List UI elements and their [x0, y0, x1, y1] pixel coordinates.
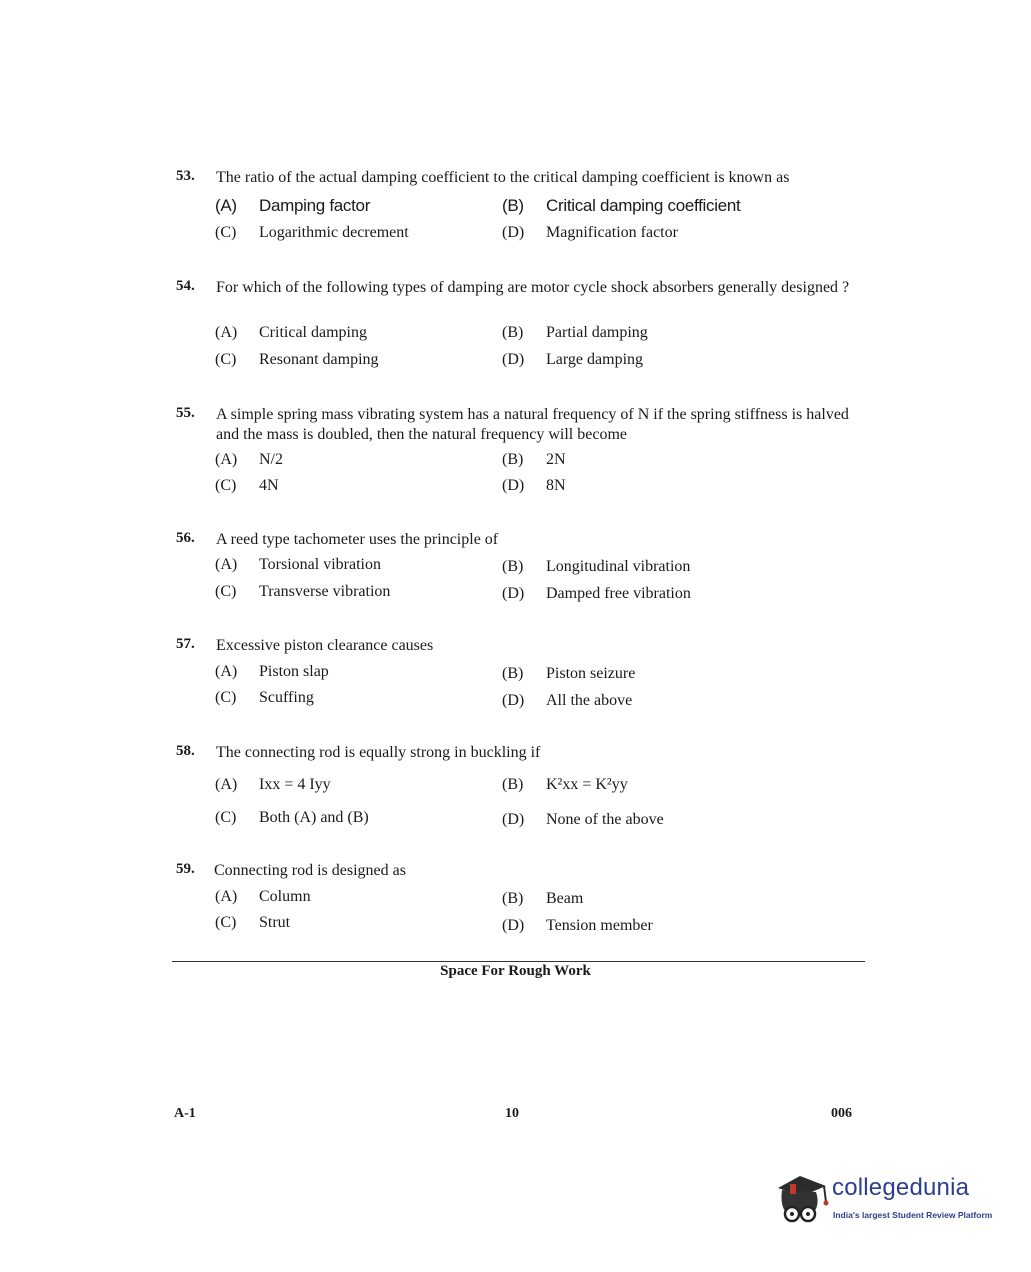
- mascot-icon: [770, 1168, 830, 1228]
- footer-right: 006: [831, 1106, 852, 1121]
- question-number: 59.: [176, 861, 195, 877]
- question-number: 53.: [176, 168, 195, 184]
- option-d: (D) None of the above: [502, 811, 664, 828]
- formula-a: Ixx = 4 Iyy: [259, 776, 331, 793]
- option-c: (C) 4N: [215, 477, 279, 494]
- question-number: 55.: [176, 405, 195, 421]
- rough-work-heading: Space For Rough Work: [440, 963, 591, 979]
- page-number: 10: [505, 1106, 519, 1121]
- brand-tagline: India's largest Student Review Platform: [833, 1210, 993, 1220]
- question-text: For which of the following types of damping are motor cycle shock absorbers generally designed ?: [216, 279, 850, 296]
- question-text: The connecting rod is equally strong in buckling if: [216, 744, 541, 761]
- option-a: (A) Critical damping: [215, 324, 367, 341]
- question-text: Connecting rod is designed as: [214, 862, 406, 879]
- option-a: (A) Piston slap: [215, 663, 329, 680]
- option-c: (C) Both (A) and (B): [215, 809, 369, 826]
- option-a: (A) Column: [215, 888, 311, 905]
- option-c: (C) Strut: [215, 914, 291, 931]
- option-b: (B) Longitudinal vibration: [502, 558, 691, 575]
- option-b: (B) Partial damping: [502, 324, 648, 341]
- option-b: (B) Piston seizure: [502, 665, 636, 682]
- option-d: (D) Damped free vibration: [502, 585, 691, 602]
- option-b: (B) K²xx = K²yy: [502, 776, 628, 793]
- collegedunia-logo: [770, 1168, 1010, 1234]
- option-b: (B) 2N: [502, 451, 566, 468]
- option-d: (D) Tension member: [502, 917, 653, 934]
- question-text: A simple spring mass vibrating system has a natural frequency of N if the spring stiffness is halved and the mass is doubled, then the natural frequency will become: [216, 406, 849, 443]
- option-a: (A) Ixx = 4 Iyy: [215, 776, 331, 793]
- brand-name: collegedunia: [832, 1174, 970, 1201]
- option-b: (B) Critical damping coefficient: [502, 196, 741, 215]
- question-number: 57.: [176, 636, 195, 652]
- option-a: (A) Torsional vibration: [215, 556, 381, 573]
- option-b: (B) Beam: [502, 890, 584, 907]
- option-c: (C) Scuffing: [215, 689, 314, 706]
- option-d: (D) All the above: [502, 692, 633, 709]
- question-number: 58.: [176, 743, 195, 759]
- question-number: 54.: [176, 278, 195, 294]
- question-text: The ratio of the actual damping coefficient to the critical damping coefficient is known as: [216, 169, 790, 186]
- option-d: (D) 8N: [502, 477, 566, 494]
- option-a: (A) Damping factor: [215, 196, 371, 215]
- question-text: Excessive piston clearance causes: [216, 637, 434, 654]
- divider-rule: [172, 961, 865, 962]
- formula-b: K²xx = K²yy: [546, 776, 628, 793]
- option-c: (C) Logarithmic decrement: [215, 224, 409, 241]
- question-text: A reed type tachometer uses the principle of: [216, 531, 499, 548]
- option-d: (D) Magnification factor: [502, 224, 678, 241]
- question-number: 56.: [176, 530, 195, 546]
- footer-left: A-1: [174, 1106, 196, 1121]
- option-c: (C) Transverse vibration: [215, 583, 391, 600]
- option-d: (D) Large damping: [502, 351, 644, 368]
- option-a: (A) N/2: [215, 451, 283, 468]
- option-c: (C) Resonant damping: [215, 351, 379, 368]
